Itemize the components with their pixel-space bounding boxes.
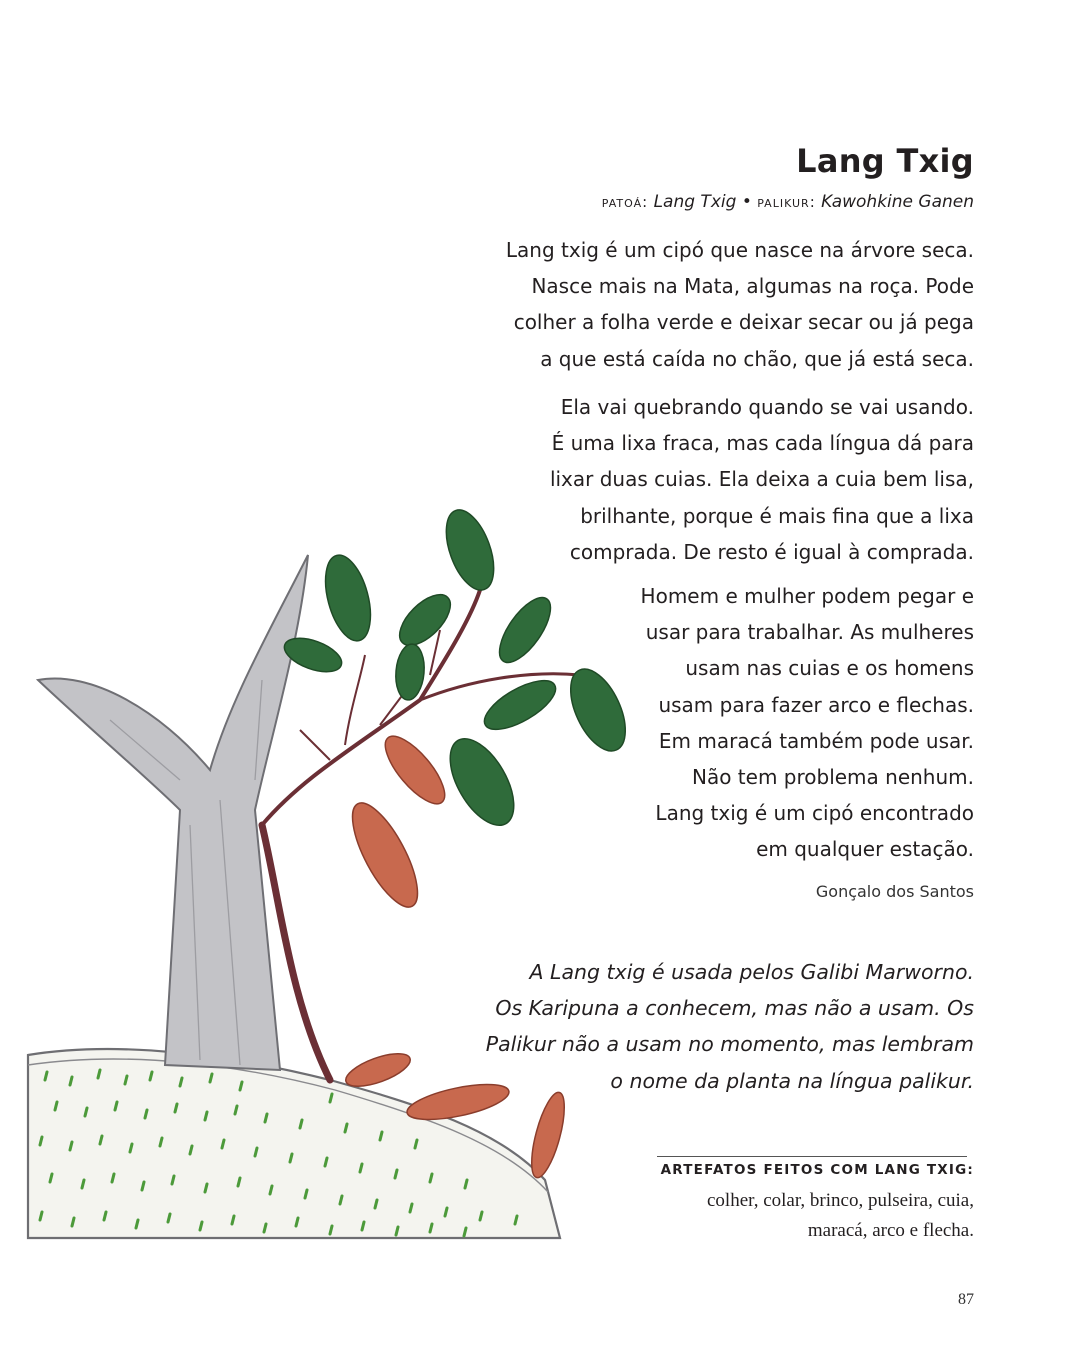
paragraph-3: Homem e mulher podem pegar e usar para trabalhar. As mulheres usam nas cuias e os homens usam para fazer arco e flechas. Em maracá também pode usar. Não tem problema nenhum. Lang txig é um cipó encontrado em qualquer estação. [640, 584, 974, 862]
divider [657, 1156, 967, 1157]
tree-trunk [38, 555, 308, 1070]
patoa-label: patoá: [601, 193, 649, 211]
paragraph-2: Ela vai quebrando quando se vai usando. É uma lixa fraca, mas cada língua dá para lixar duas cuias. Ela deixa a cuia bem lisa, brilhante, porque é mais fina que a lixa comprada. De resto é igual à comprada. [549, 395, 974, 564]
patoa-name: Lang Txig [653, 192, 737, 212]
page-number: 87 [958, 1291, 974, 1308]
palikur-label: palikur: [757, 193, 816, 211]
paragraph-1: Lang txig é um cipó que nasce na árvore seca. Nasce mais na Mata, algumas na roça. Pode colher a folha verde e deixar secar ou já pega a que está caída no chão, que já está seca. [505, 238, 974, 371]
author-credit: Gonçalo dos Santos [815, 882, 974, 901]
artifacts-heading: ARTEFATOS FEITOS COM LANG TXIG: [660, 1162, 974, 1178]
subtitle-separator: • [741, 192, 752, 212]
page-title: Lang Txig [796, 142, 974, 180]
usage-note: A Lang txig é usada pelos Galibi Marworno. Os Karipuna a conhecem, mas não a usam. Os Palikur não a usam no momento, mas lembram o nome da planta na língua palikur. [485, 960, 974, 1093]
artifacts-list: colher, colar, brinco, pulseira, cuia, maracá, arco e flecha. [706, 1190, 974, 1241]
plant-names-subtitle [602, 192, 974, 212]
palikur-name: Kawohkine Ganen [821, 192, 974, 212]
